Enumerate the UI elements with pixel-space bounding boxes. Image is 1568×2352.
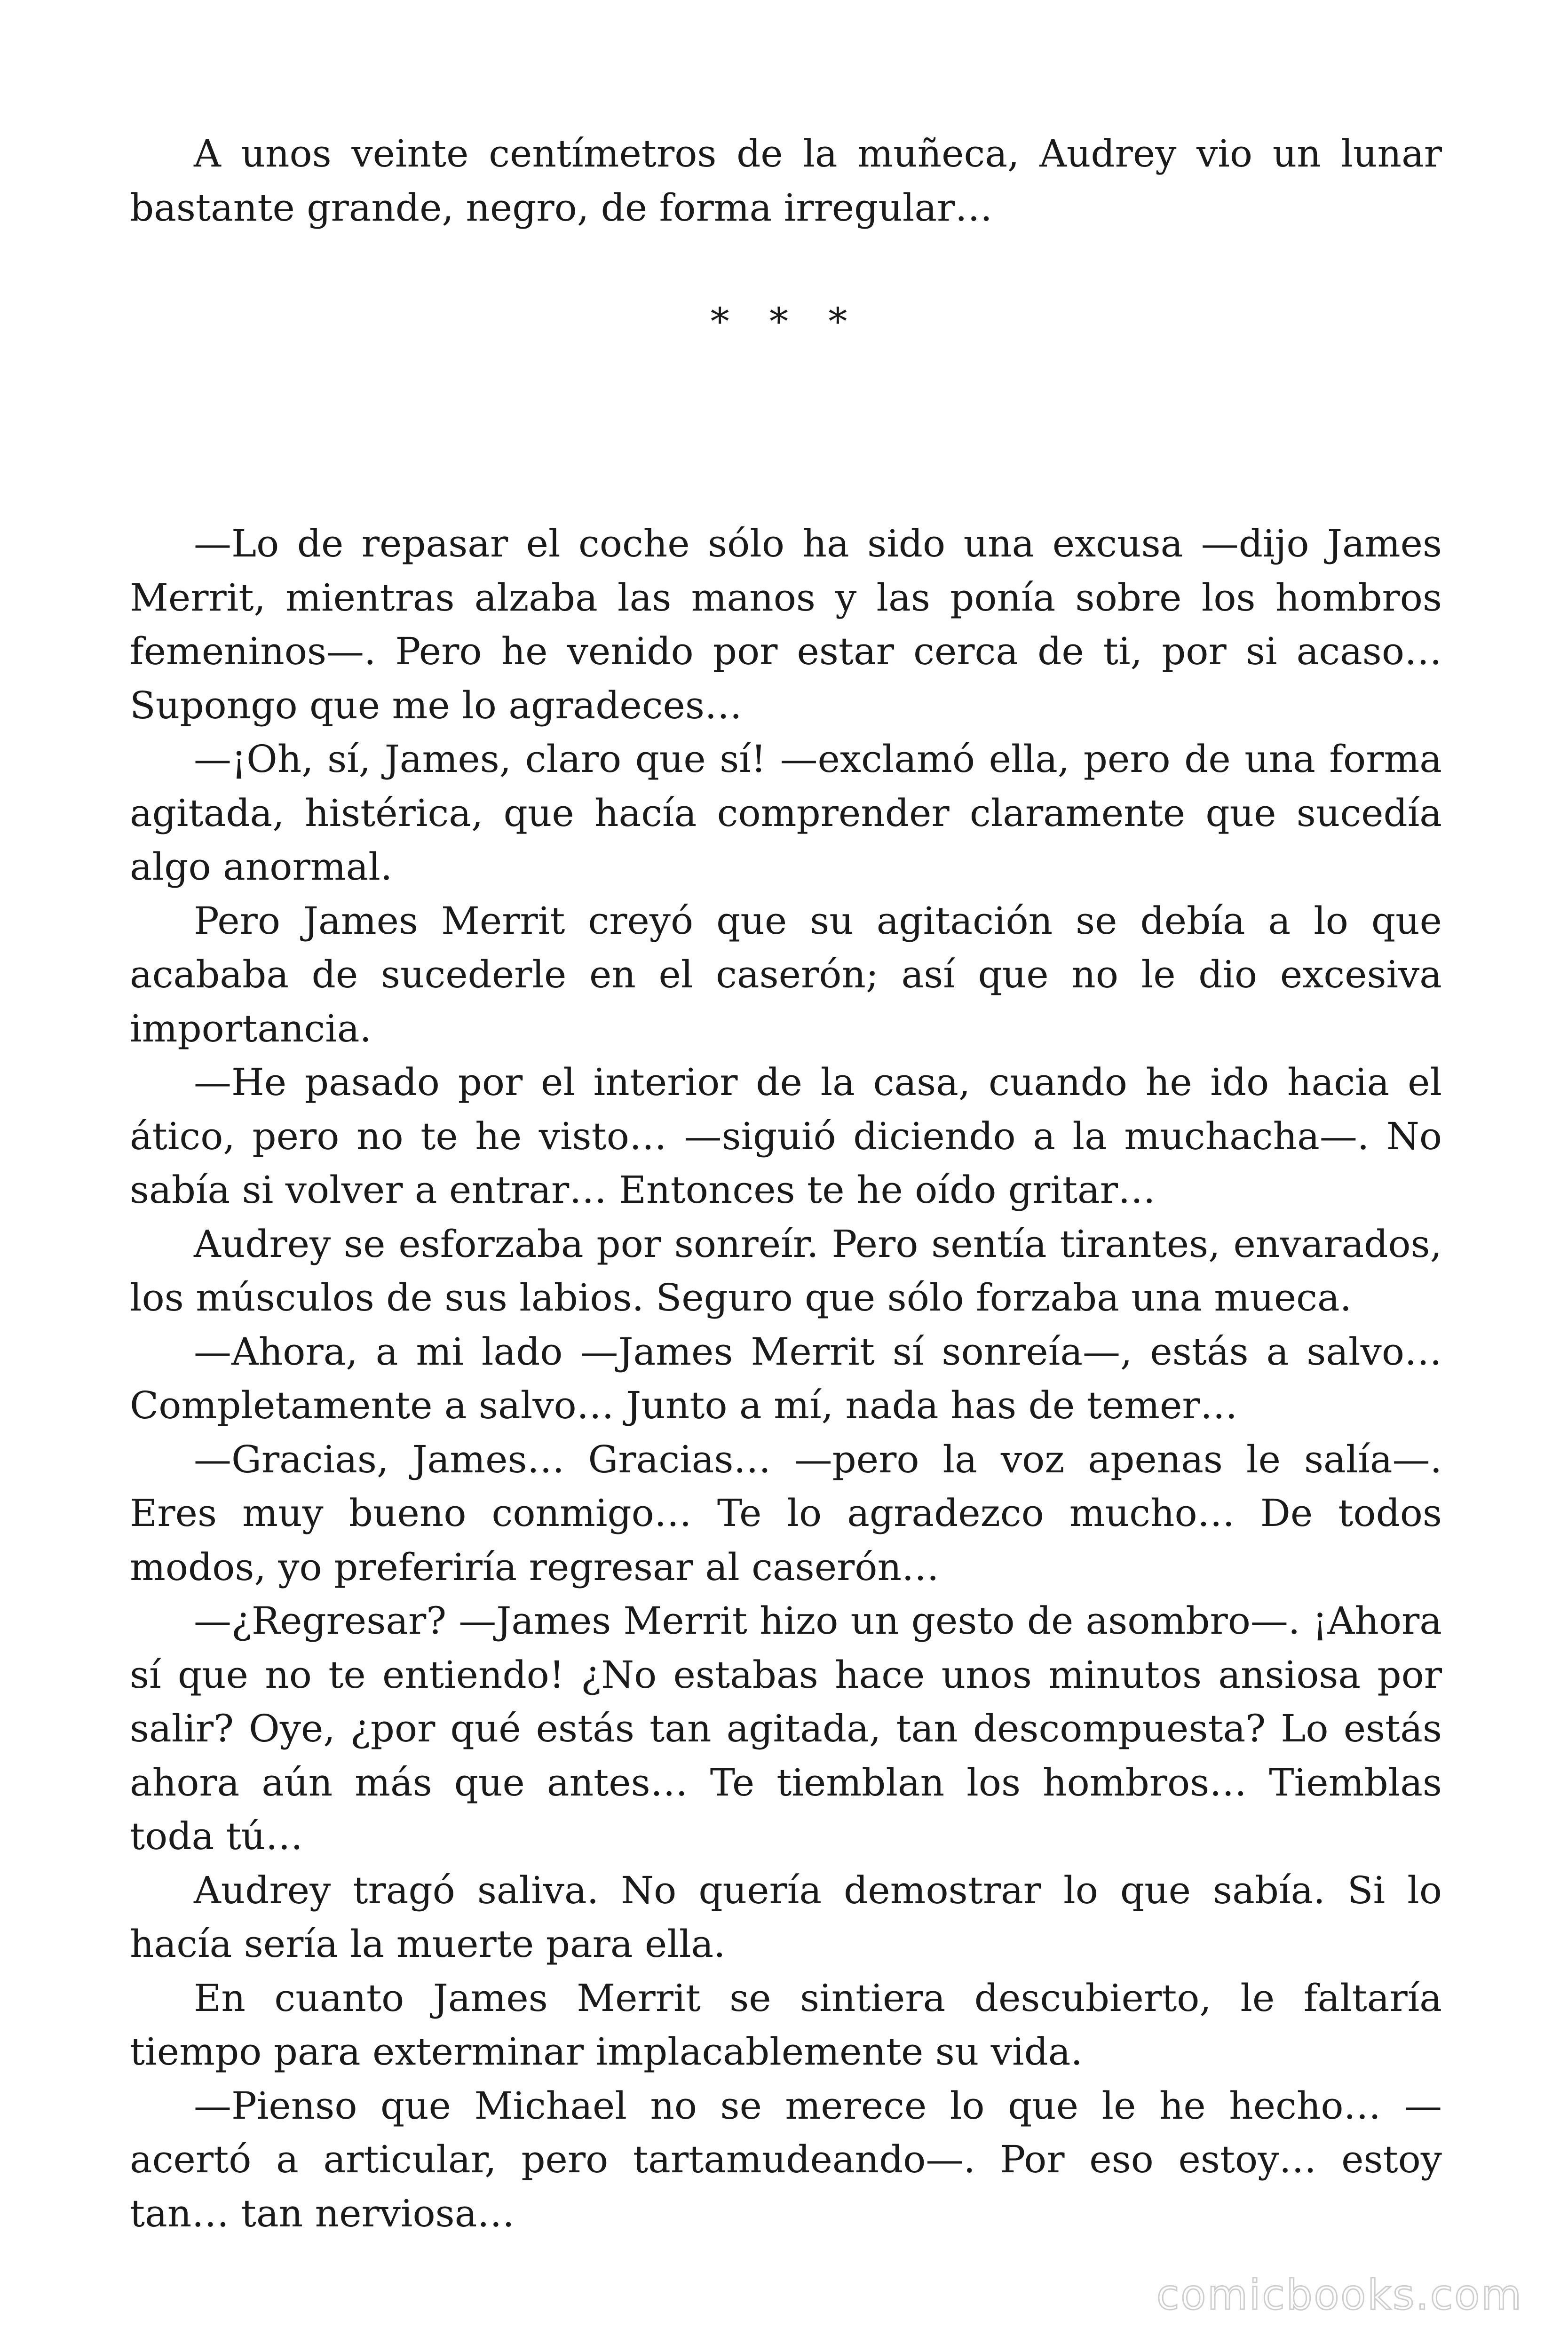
scene-break-asterisks: * * * [710,300,862,343]
site-watermark: comicbooks.com [1156,2271,1523,2319]
paragraph-7: —Gracias, James… Gracias… —pero la voz apenas le salía—. Eres muy bueno conmigo… Te lo agradezco mucho… De todos modos, yo preferiría regresar al caserón… [130,1437,1442,1589]
paragraph-3: Pero James Merrit creyó que su agitación se debía a lo que acababa de sucederle en el caserón; así que no le dio excesiva importancia. [130,898,1442,1050]
paragraph-11: —Pienso que Michael no se merece lo que le he hecho… — acertó a articular, pero tartamudeando—. Por eso estoy… estoy tan… tan nerviosa… [130,2083,1442,2235]
paragraph-2: —¡Oh, sí, James, claro que sí! —exclamó ella, pero de una forma agitada, histérica, que hacía comprender claramente que sucedía algo anormal. [130,737,1442,889]
paragraph-8: —¿Regresar? —James Merrit hizo un gesto de asombro—. ¡Ahora sí que no te entiendo! ¿No estabas hace unos minutos ansiosa por salir? Oye, ¿por qué estás tan agitada, tan descompuesta? Lo estás ahora aún más que antes… Te tiemblan los hombros… Tiemblas toda tú… [130,1599,1442,1858]
paragraph-9: Audrey tragó saliva. No quería demostrar lo que sabía. Si lo hacía sería la muerte para ella. [130,1868,1442,1966]
paragraph-4: —He pasado por el interior de la casa, cuando he ido hacia el ático, pero no te he visto… —siguió diciendo a la muchacha—. No sabía si volver a entrar… Entonces te he oído gritar… [130,1060,1442,1212]
page-text [130,127,1442,2241]
paragraph-5: Audrey se esforzaba por sonreír. Pero sentía tirantes, envarados, los músculos de sus labios. Seguro que sólo forzaba una mueca. [130,1222,1442,1319]
opening-paragraph: A unos veinte centímetros de la muñeca, Audrey vio un lunar bastante grande, negro, de forma irregular… [130,132,1442,230]
paragraph-10: En cuanto James Merrit se sintiera descubierto, le faltaría tiempo para exterminar implacablemente su vida. [130,1976,1442,2074]
paragraph-1: —Lo de repasar el coche sólo ha sido una excusa —dijo James Merrit, mientras alzaba las manos y las ponía sobre los hombros femeninos—. Pero he venido por estar cerca de ti, por si acaso… Supongo que me lo agradeces… [130,522,1442,727]
paragraph-6: —Ahora, a mi lado —James Merrit sí sonreía—, estás a salvo… Completamente a salvo… Junto a mí, nada has de temer… [130,1329,1442,1427]
